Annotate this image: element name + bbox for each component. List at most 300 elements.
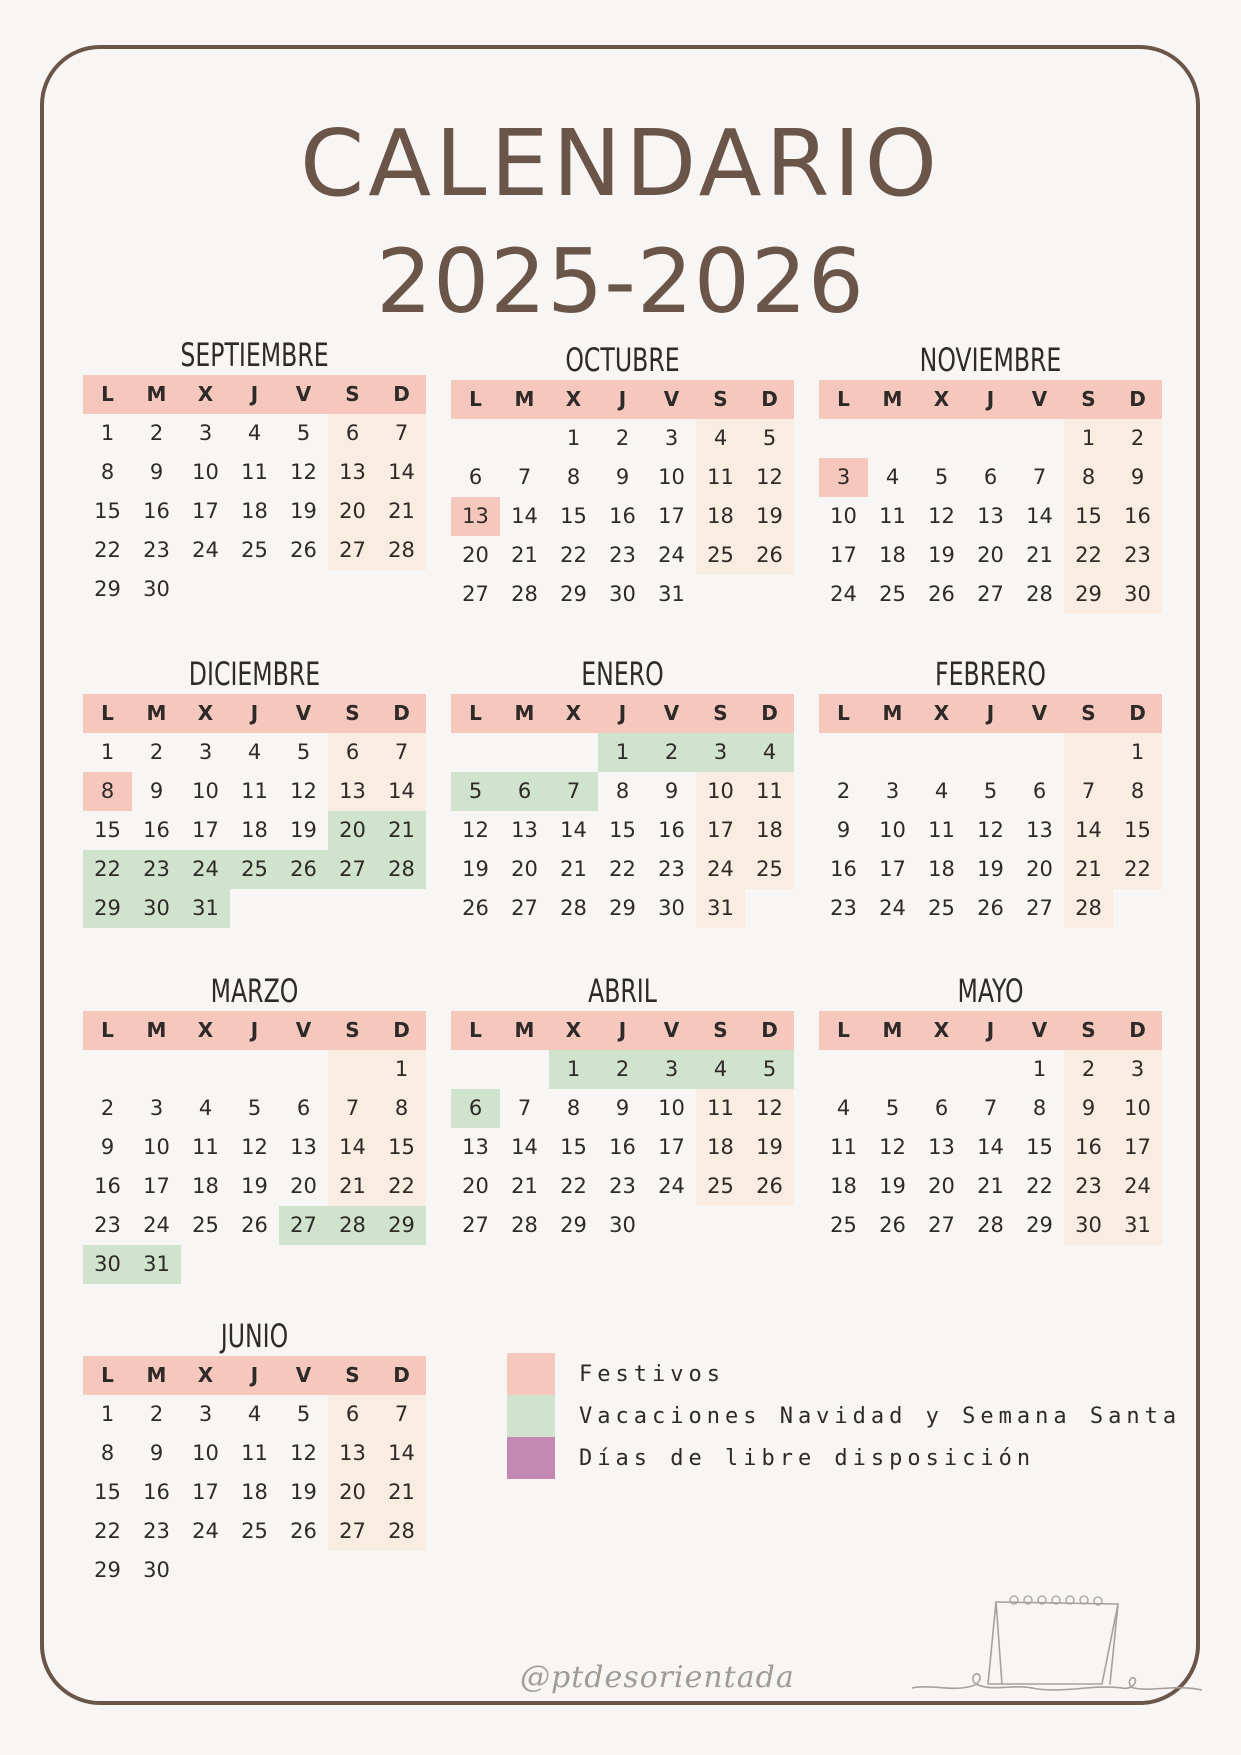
day-cell: 3 [198,421,213,445]
day-cell: 26 [290,538,317,562]
day-cell: 1 [100,740,115,764]
weekday-header: D [745,1011,794,1050]
month-grid [451,694,794,928]
weekday-header: S [328,1011,377,1050]
day-cell: 25 [879,582,906,606]
day-cell: 23 [143,1519,170,1543]
month-name: FEBRERO [935,655,1046,693]
day-cell: 10 [879,818,906,842]
weekday-header: D [377,1356,426,1395]
empty-cell [696,575,745,614]
day-cell: 12 [462,818,489,842]
weekday-header: V [279,694,328,733]
day-cell: 5 [451,772,500,811]
day-cell: 8 [615,779,630,803]
day-cell: 16 [830,857,857,881]
day-cell: 15 [1113,811,1162,850]
empty-cell [1015,733,1064,772]
empty-cell [647,1206,696,1245]
day-cell: 8 [377,1089,426,1128]
day-cell: 6 [451,1089,500,1128]
weekday-header: M [868,1011,917,1050]
day-cell: 5 [745,1050,794,1089]
day-cell: 14 [977,1135,1004,1159]
legend-item-libre-disposicion [507,1437,1181,1479]
empty-cell [696,1206,745,1245]
day-cell: 13 [1026,818,1053,842]
month-grid [83,1356,426,1590]
empty-cell [451,1050,500,1089]
weekday-header: L [83,694,132,733]
day-cell: 1 [100,421,115,445]
day-cell: 13 [328,453,377,492]
day-cell: 22 [1026,1174,1053,1198]
day-cell: 13 [328,1434,377,1473]
weekday-header: D [745,380,794,419]
day-cell: 27 [328,1512,377,1551]
day-cell: 6 [1032,779,1047,803]
page-title: CALENDARIO [299,110,941,217]
day-cell: 8 [83,772,132,811]
day-cell: 27 [1026,896,1053,920]
day-cell: 13 [451,497,500,536]
day-cell: 29 [609,896,636,920]
day-cell: 24 [143,1213,170,1237]
day-cell: 30 [143,577,170,601]
weekday-header: M [500,694,549,733]
day-cell: 26 [879,1213,906,1237]
day-cell: 29 [1026,1213,1053,1237]
desk-calendar-illustration [912,1588,1202,1708]
weekday-header: J [966,694,1015,733]
day-cell: 20 [977,543,1004,567]
day-cell: 17 [658,1135,685,1159]
legend-label: Días de libre disposición [579,1445,1036,1471]
day-cell: 13 [977,504,1004,528]
weekday-header: L [451,1011,500,1050]
empty-cell [745,575,794,614]
day-cell: 18 [830,1174,857,1198]
weekday-header: J [230,1011,279,1050]
day-cell: 4 [696,419,745,458]
day-cell: 27 [462,582,489,606]
day-cell: 25 [928,896,955,920]
empty-cell [819,1050,868,1089]
day-cell: 9 [149,1441,164,1465]
empty-cell [328,1245,377,1284]
day-cell: 30 [132,889,181,928]
day-cell: 9 [1064,1089,1113,1128]
day-cell: 23 [132,850,181,889]
day-cell: 7 [517,1096,532,1120]
day-cell: 16 [609,504,636,528]
empty-cell [549,733,598,772]
day-cell: 17 [1113,1128,1162,1167]
day-cell: 6 [468,465,483,489]
weekday-header: X [181,694,230,733]
day-cell: 6 [983,465,998,489]
day-cell: 8 [1064,458,1113,497]
day-cell: 8 [100,460,115,484]
legend-item-festivos [507,1353,1181,1395]
day-cell: 9 [836,818,851,842]
empty-cell [1015,419,1064,458]
day-cell: 4 [745,733,794,772]
empty-cell [328,889,377,928]
day-cell: 23 [1113,536,1162,575]
empty-cell [451,733,500,772]
legend-label: Festivos [579,1361,725,1387]
day-cell: 15 [609,818,636,842]
weekday-header: S [1064,380,1113,419]
weekday-header: S [1064,694,1113,733]
empty-cell [279,1245,328,1284]
day-cell: 20 [511,857,538,881]
day-cell: 10 [143,1135,170,1159]
day-cell: 24 [658,543,685,567]
month-grid [83,375,426,609]
empty-cell [377,570,426,609]
day-cell: 12 [290,779,317,803]
weekday-header: S [696,694,745,733]
day-cell: 4 [885,465,900,489]
weekday-header: M [132,1356,181,1395]
day-cell: 16 [609,1135,636,1159]
weekday-header: S [328,694,377,733]
weekday-header: D [377,375,426,414]
month-grid [819,1011,1162,1245]
day-cell: 25 [830,1213,857,1237]
day-cell: 19 [977,857,1004,881]
day-cell: 14 [377,772,426,811]
day-cell: 25 [241,1519,268,1543]
empty-cell [230,1551,279,1590]
day-cell: 15 [560,1135,587,1159]
empty-cell [500,733,549,772]
day-cell: 15 [94,818,121,842]
day-cell: 19 [241,1174,268,1198]
empty-cell [328,1551,377,1590]
day-cell: 12 [928,504,955,528]
day-cell: 21 [1026,543,1053,567]
day-cell: 24 [181,850,230,889]
weekday-header: J [598,1011,647,1050]
day-cell: 3 [198,740,213,764]
day-cell: 15 [560,504,587,528]
month-grid [819,380,1162,614]
day-cell: 21 [377,811,426,850]
empty-cell [132,1050,181,1089]
day-cell: 18 [745,811,794,850]
day-cell: 20 [462,1174,489,1198]
day-cell: 29 [94,577,121,601]
day-cell: 19 [290,499,317,523]
weekday-header: J [230,694,279,733]
empty-cell [966,1050,1015,1089]
day-cell: 10 [192,1441,219,1465]
day-cell: 12 [745,1089,794,1128]
empty-cell [819,733,868,772]
day-cell: 18 [928,857,955,881]
empty-cell [181,570,230,609]
day-cell: 14 [377,1434,426,1473]
day-cell: 14 [511,504,538,528]
weekday-header: V [1015,694,1064,733]
weekday-header: D [1113,694,1162,733]
day-cell: 26 [977,896,1004,920]
empty-cell [377,1551,426,1590]
empty-cell [500,419,549,458]
weekday-header: M [500,1011,549,1050]
day-cell: 11 [241,1441,268,1465]
day-cell: 29 [560,1213,587,1237]
day-cell: 18 [241,1480,268,1504]
day-cell: 28 [377,850,426,889]
day-cell: 10 [192,779,219,803]
day-cell: 15 [94,499,121,523]
day-cell: 22 [377,1167,426,1206]
day-cell: 21 [511,1174,538,1198]
day-cell: 21 [377,492,426,531]
day-cell: 28 [377,1512,426,1551]
day-cell: 28 [1064,889,1113,928]
day-cell: 27 [511,896,538,920]
day-cell: 9 [149,779,164,803]
day-cell: 23 [609,1174,636,1198]
day-cell: 17 [192,1480,219,1504]
day-cell: 15 [1064,497,1113,536]
weekday-header: L [83,375,132,414]
day-cell: 14 [560,818,587,842]
weekday-header: M [500,380,549,419]
weekday-header: D [1113,1011,1162,1050]
day-cell: 9 [1113,458,1162,497]
day-cell: 8 [1032,1096,1047,1120]
day-cell: 19 [928,543,955,567]
month-enero [451,654,794,928]
day-cell: 16 [1113,497,1162,536]
day-cell: 2 [615,426,630,450]
day-cell: 29 [560,582,587,606]
weekday-header: V [279,375,328,414]
day-cell: 19 [879,1174,906,1198]
empty-cell [377,889,426,928]
empty-cell [328,570,377,609]
day-cell: 13 [462,1135,489,1159]
month-mayo [819,971,1162,1245]
day-cell: 11 [745,772,794,811]
weekday-header: S [696,380,745,419]
day-cell: 21 [328,1167,377,1206]
month-name: JUNIO [220,1317,289,1355]
day-cell: 18 [241,499,268,523]
month-grid [451,380,794,614]
month-name: SEPTIEMBRE [180,336,329,374]
day-cell: 30 [83,1245,132,1284]
weekday-header: X [917,380,966,419]
empty-cell [377,1245,426,1284]
day-cell: 28 [1026,582,1053,606]
day-cell: 30 [609,582,636,606]
day-cell: 18 [879,543,906,567]
day-cell: 1 [100,1402,115,1426]
day-cell: 26 [241,1213,268,1237]
day-cell: 18 [192,1174,219,1198]
legend-label: Vacaciones Navidad y Semana Santa [579,1403,1182,1429]
weekday-header: L [451,694,500,733]
day-cell: 4 [198,1096,213,1120]
empty-cell [83,1050,132,1089]
weekday-header: S [1064,1011,1113,1050]
empty-cell [279,1551,328,1590]
weekday-header: L [83,1356,132,1395]
day-cell: 16 [143,818,170,842]
day-cell: 14 [1026,504,1053,528]
month-marzo [83,971,426,1284]
day-cell: 4 [696,1050,745,1089]
day-cell: 16 [143,499,170,523]
day-cell: 13 [328,772,377,811]
day-cell: 30 [658,896,685,920]
day-cell: 9 [149,460,164,484]
day-cell: 3 [647,1050,696,1089]
weekday-header: X [549,694,598,733]
day-cell: 23 [1064,1167,1113,1206]
weekday-header: L [451,380,500,419]
day-cell: 8 [566,1096,581,1120]
day-cell: 5 [296,421,311,445]
day-cell: 16 [1064,1128,1113,1167]
day-cell: 7 [1064,772,1113,811]
day-cell: 24 [192,1519,219,1543]
empty-cell [328,1050,377,1089]
weekday-header: D [745,694,794,733]
day-cell: 30 [1064,1206,1113,1245]
empty-cell [279,889,328,928]
day-cell: 10 [192,460,219,484]
empty-cell [230,889,279,928]
day-cell: 1 [549,1050,598,1089]
day-cell: 11 [241,460,268,484]
day-cell: 4 [247,421,262,445]
day-cell: 2 [598,1050,647,1089]
day-cell: 12 [977,818,1004,842]
day-cell: 7 [377,1395,426,1434]
month-abril [451,971,794,1245]
day-cell: 31 [658,582,685,606]
weekday-header: M [132,694,181,733]
day-cell: 4 [247,740,262,764]
weekday-header: V [1015,380,1064,419]
day-cell: 24 [696,850,745,889]
day-cell: 21 [377,1473,426,1512]
empty-cell [868,1050,917,1089]
day-cell: 2 [836,779,851,803]
day-cell: 29 [1064,575,1113,614]
day-cell: 12 [745,458,794,497]
legend-item-vacaciones [507,1395,1181,1437]
weekday-header: D [377,694,426,733]
weekday-header: L [819,694,868,733]
day-cell: 27 [928,1213,955,1237]
day-cell: 29 [377,1206,426,1245]
empty-cell [868,733,917,772]
day-cell: 31 [132,1245,181,1284]
empty-cell [230,570,279,609]
weekday-header: M [132,375,181,414]
day-cell: 13 [511,818,538,842]
empty-cell [917,1050,966,1089]
day-cell: 20 [328,492,377,531]
day-cell: 11 [696,1089,745,1128]
weekday-header: S [696,1011,745,1050]
month-grid [83,694,426,928]
weekday-header: X [549,380,598,419]
day-cell: 16 [94,1174,121,1198]
day-cell: 10 [1113,1089,1162,1128]
day-cell: 8 [100,1441,115,1465]
day-cell: 17 [658,504,685,528]
day-cell: 15 [94,1480,121,1504]
day-cell: 1 [1064,419,1113,458]
day-cell: 26 [745,536,794,575]
day-cell: 6 [328,733,377,772]
day-cell: 28 [511,582,538,606]
day-cell: 2 [149,740,164,764]
day-cell: 2 [1064,1050,1113,1089]
day-cell: 1 [566,426,581,450]
legend-swatch [507,1395,555,1437]
weekday-header: D [1113,380,1162,419]
weekday-header: J [966,1011,1015,1050]
day-cell: 10 [830,504,857,528]
empty-cell [868,419,917,458]
day-cell: 15 [377,1128,426,1167]
empty-cell [230,1245,279,1284]
day-cell: 3 [696,733,745,772]
day-cell: 10 [658,1096,685,1120]
day-cell: 22 [609,857,636,881]
weekday-header: V [279,1356,328,1395]
day-cell: 2 [100,1096,115,1120]
day-cell: 22 [1064,536,1113,575]
day-cell: 27 [279,1206,328,1245]
day-cell: 27 [977,582,1004,606]
month-name: ENERO [581,655,664,693]
day-cell: 24 [658,1174,685,1198]
day-cell: 9 [664,779,679,803]
day-cell: 18 [696,1128,745,1167]
day-cell: 22 [560,1174,587,1198]
day-cell: 16 [658,818,685,842]
weekday-header: X [181,1011,230,1050]
weekday-header: X [181,375,230,414]
day-cell: 26 [279,850,328,889]
day-cell: 11 [830,1135,857,1159]
day-cell: 17 [879,857,906,881]
day-cell: 30 [1113,575,1162,614]
empty-cell [1064,733,1113,772]
weekday-header: J [230,375,279,414]
day-cell: 22 [94,538,121,562]
empty-cell [181,1551,230,1590]
day-cell: 28 [977,1213,1004,1237]
day-cell: 24 [192,538,219,562]
day-cell: 31 [1113,1206,1162,1245]
day-cell: 19 [462,857,489,881]
weekday-header: M [132,1011,181,1050]
weekday-header: L [83,1011,132,1050]
